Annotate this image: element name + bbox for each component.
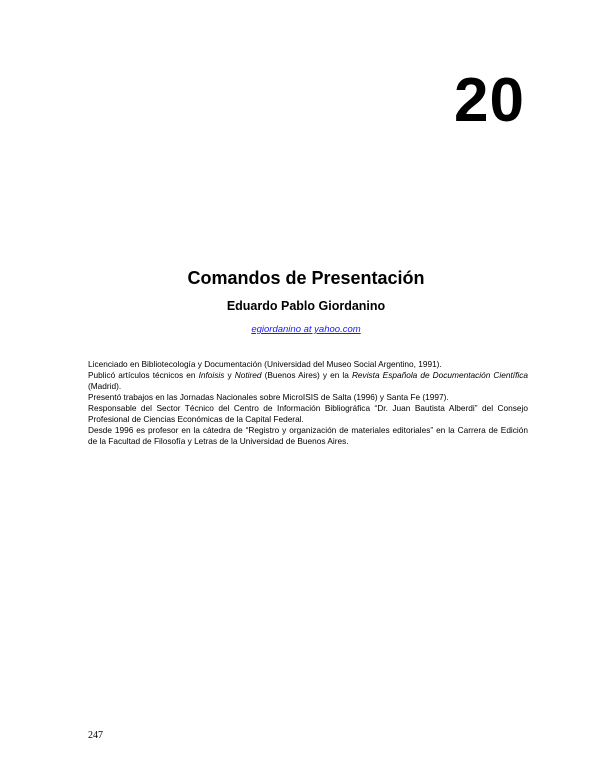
bio-paragraph-position: Responsable del Sector Técnico del Centro de Información Bibliográfica “Dr. Juan Bautista Alberdi” del Consejo Profesional de Ciencias Económicas de la Capital Federal. [88, 403, 528, 424]
publication-name: Infoisis [198, 370, 225, 380]
article-title: Comandos de Presentación [187, 268, 425, 288]
chapter-number: 20 [454, 66, 525, 135]
author-name: Eduardo Pablo Giordanino [226, 299, 386, 313]
bio-paragraph-presentations: Presentó trabajos en las Jornadas Nacionales sobre MicroISIS de Salta (1996) y Santa Fe (1997). [88, 392, 449, 402]
publication-name: Notired [234, 370, 262, 380]
bio-paragraph-publications [88, 370, 528, 392]
bio-text: y [224, 370, 235, 380]
bio-text: (Madrid). [88, 381, 122, 391]
bio-paragraph-degree: Licenciado en Bibliotecología y Documentación (Universidad del Museo Social Argentino, 1991). [88, 359, 442, 369]
bio-text: (Buenos Aires) y en la [261, 370, 352, 380]
bio-text: Publicó artículos técnicos en [88, 370, 199, 380]
publication-name: Revista Española de Documentación Científica [351, 370, 528, 380]
author-email-link[interactable]: egiordanino at yahoo.com [251, 324, 361, 335]
bio-paragraph-teaching: Desde 1996 es profesor en la cátedra de “Registro y organización de materiales editoriales” en la Carrera de Edición de la Facultad de Filosofía y Letras de la Universidad de Buenos Aires. [88, 425, 528, 446]
page-number: 247 [88, 730, 103, 741]
author-bio [88, 359, 528, 447]
